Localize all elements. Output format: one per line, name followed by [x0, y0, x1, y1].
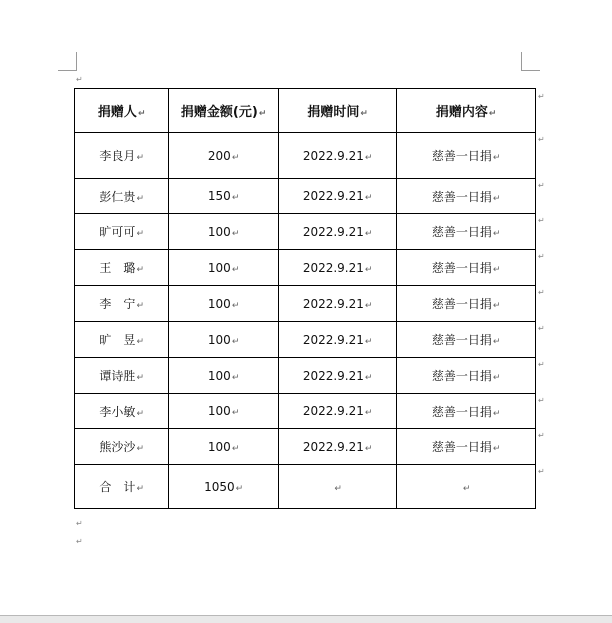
cell-content[interactable]: 慈善一日捐↵ — [397, 133, 536, 179]
cell-amount[interactable]: 100↵ — [169, 214, 278, 250]
cell-content[interactable]: 慈善一日捐↵ — [397, 429, 536, 465]
table-row — [75, 133, 536, 179]
cell-content[interactable]: 慈善一日捐↵ — [397, 179, 536, 214]
paragraph-mark: ↵ — [76, 75, 83, 84]
cell-amount[interactable]: 100↵ — [169, 250, 278, 286]
table-row — [75, 394, 536, 429]
header-donor[interactable]: 捐赠人↵ — [75, 89, 169, 133]
cell-amount[interactable]: 100↵ — [169, 322, 278, 358]
cell-time[interactable]: ↵ — [278, 465, 397, 509]
row-end-mark: ↵ — [538, 181, 545, 190]
cell-time[interactable]: 2022.9.21↵ — [278, 429, 397, 465]
row-end-mark: ↵ — [538, 252, 545, 261]
table-row — [75, 250, 536, 286]
cell-time[interactable]: 2022.9.21↵ — [278, 250, 397, 286]
cell-donor[interactable]: 李小敏↵ — [75, 394, 169, 429]
cell-donor[interactable]: 李 宁↵ — [75, 286, 169, 322]
cell-time[interactable]: 2022.9.21↵ — [278, 286, 397, 322]
cell-amount[interactable]: 1050↵ — [169, 465, 278, 509]
cell-content[interactable]: ↵ — [397, 465, 536, 509]
cell-donor[interactable]: 旷 昱↵ — [75, 322, 169, 358]
cell-content[interactable]: 慈善一日捐↵ — [397, 286, 536, 322]
cell-time[interactable]: 2022.9.21↵ — [278, 358, 397, 394]
row-end-mark: ↵ — [538, 396, 545, 405]
table-header-row — [75, 89, 536, 133]
cell-time[interactable]: 2022.9.21↵ — [278, 322, 397, 358]
table-row — [75, 358, 536, 394]
cell-content[interactable]: 慈善一日捐↵ — [397, 358, 536, 394]
row-end-mark: ↵ — [538, 288, 545, 297]
header-content[interactable]: 捐赠内容↵ — [397, 89, 536, 133]
cell-time[interactable]: 2022.9.21↵ — [278, 214, 397, 250]
cell-amount[interactable]: 100↵ — [169, 358, 278, 394]
cell-content[interactable]: 慈善一日捐↵ — [397, 250, 536, 286]
cell-time[interactable]: 2022.9.21↵ — [278, 179, 397, 214]
table-row — [75, 214, 536, 250]
table-row — [75, 322, 536, 358]
cell-amount[interactable]: 150↵ — [169, 179, 278, 214]
cell-donor[interactable]: 合 计↵ — [75, 465, 169, 509]
paragraph-mark: ↵ — [76, 519, 83, 528]
donation-table — [74, 88, 536, 509]
header-time[interactable]: 捐赠时间↵ — [278, 89, 397, 133]
cell-content[interactable]: 慈善一日捐↵ — [397, 322, 536, 358]
table-row — [75, 429, 536, 465]
cell-donor[interactable]: 熊沙沙↵ — [75, 429, 169, 465]
row-end-mark: ↵ — [538, 360, 545, 369]
crop-mark-top-left — [58, 52, 77, 71]
row-end-mark: ↵ — [538, 467, 545, 476]
cell-donor[interactable]: 王 璐↵ — [75, 250, 169, 286]
row-end-mark: ↵ — [538, 431, 545, 440]
cell-content[interactable]: 慈善一日捐↵ — [397, 214, 536, 250]
row-end-mark: ↵ — [538, 216, 545, 225]
header-amount[interactable]: 捐赠金额(元)↵ — [169, 89, 278, 133]
cell-content[interactable]: 慈善一日捐↵ — [397, 394, 536, 429]
cell-amount[interactable]: 100↵ — [169, 394, 278, 429]
row-end-mark: ↵ — [538, 135, 545, 144]
cell-amount[interactable]: 200↵ — [169, 133, 278, 179]
cell-time[interactable]: 2022.9.21↵ — [278, 394, 397, 429]
cell-time[interactable]: 2022.9.21↵ — [278, 133, 397, 179]
table-row — [75, 179, 536, 214]
table-total-row — [75, 465, 536, 509]
cell-donor[interactable]: 彭仁贵↵ — [75, 179, 169, 214]
cell-amount[interactable]: 100↵ — [169, 429, 278, 465]
row-end-mark: ↵ — [538, 92, 545, 101]
cell-donor[interactable]: 旷可可↵ — [75, 214, 169, 250]
cell-donor[interactable]: 谭诗胜↵ — [75, 358, 169, 394]
paragraph-mark: ↵ — [76, 537, 83, 546]
row-end-mark: ↵ — [538, 324, 545, 333]
crop-mark-top-right — [521, 52, 540, 71]
cell-amount[interactable]: 100↵ — [169, 286, 278, 322]
table-row — [75, 286, 536, 322]
cell-donor[interactable]: 李良月↵ — [75, 133, 169, 179]
